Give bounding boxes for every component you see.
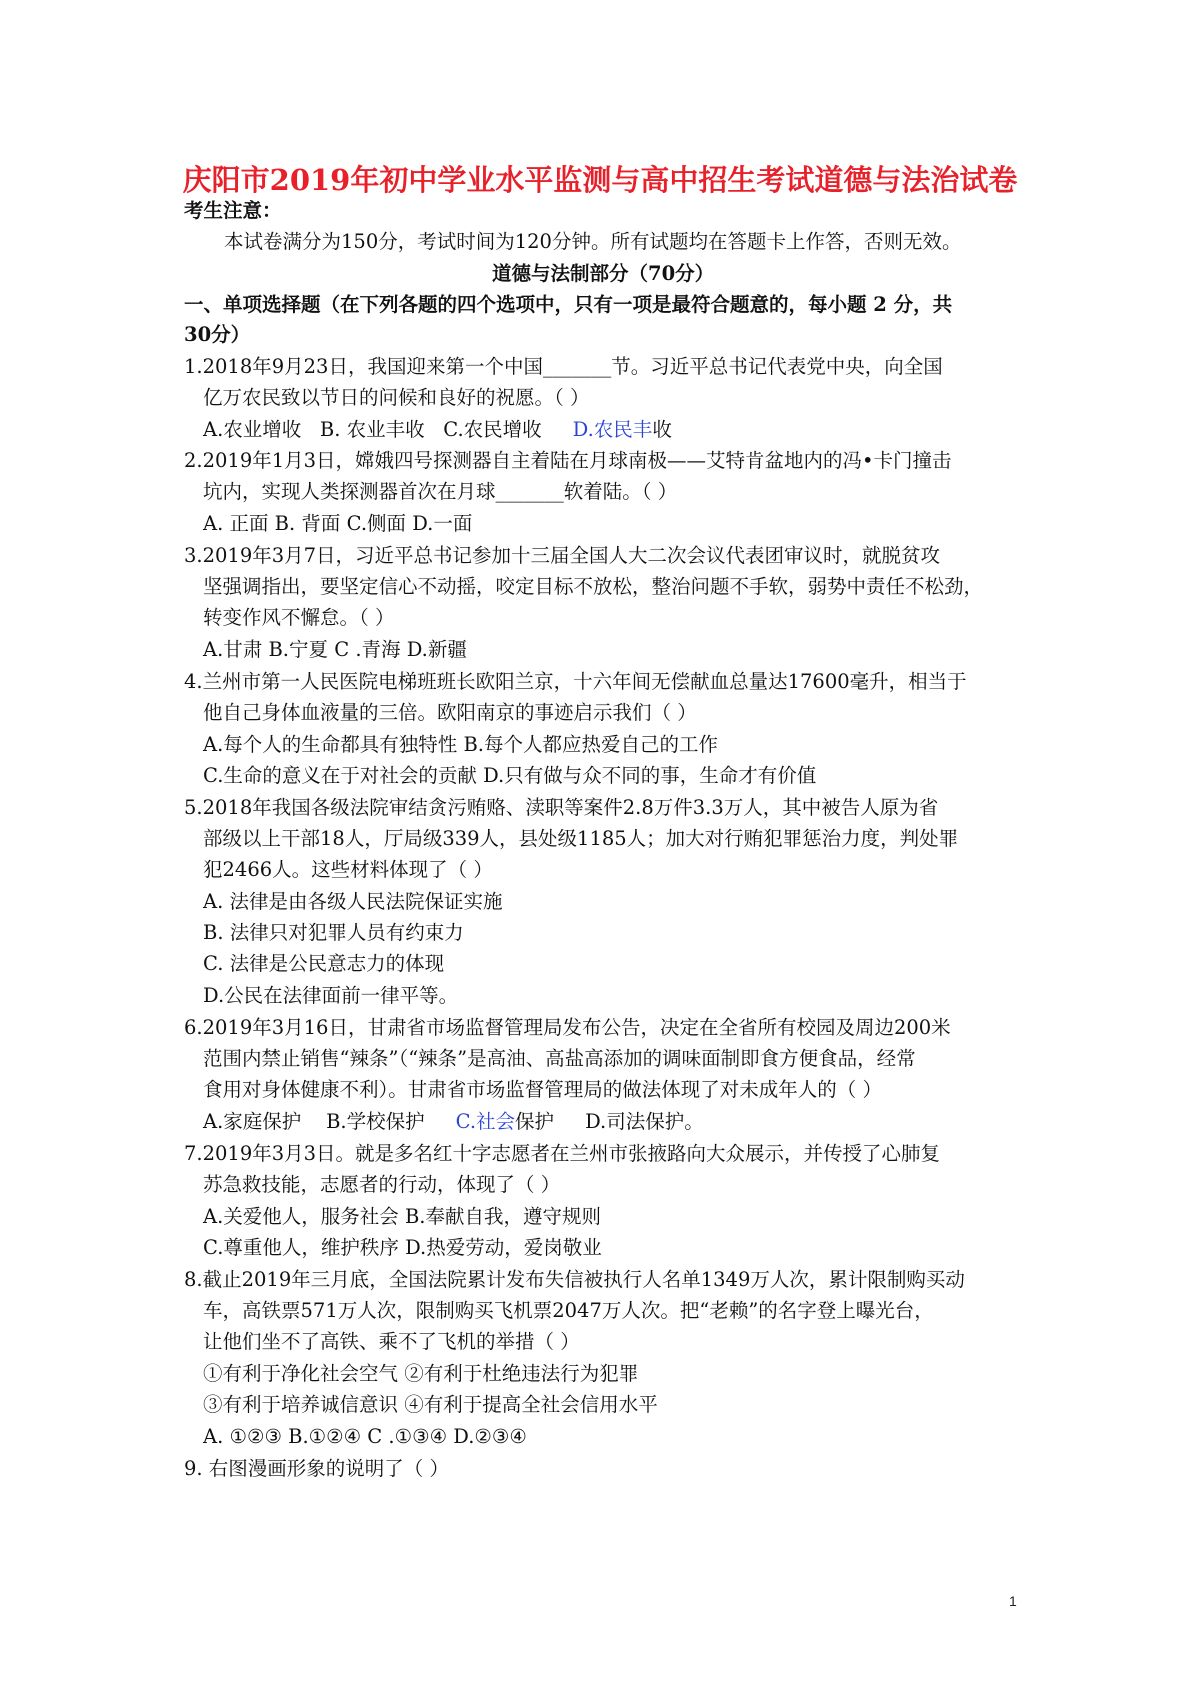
question-8-statements-row-1: ①有利于净化社会空气 ②有利于杜绝违法行为犯罪	[203, 1362, 639, 1385]
question-6-line-1: 6.2019年3月16日，甘肃省市场监督管理局发布公告，决定在全省所有校园及周边200米	[184, 1016, 951, 1039]
question-5-line-3: 犯2466人。这些材料体现了（ ）	[203, 858, 493, 881]
question-9-line-1: 9. 右图漫画形象的说明了（ ）	[184, 1457, 450, 1480]
question-6-option-a: A.家庭保护	[203, 1110, 302, 1133]
question-5-option-c: C. 法律是公民意志力的体现	[203, 952, 445, 975]
question-2-line-1: 2.2019年1月3日，嫦娥四号探测器自主着陆在月球南极——艾特肯盆地内的冯•卡门撞击	[184, 449, 952, 472]
question-1-line-2: 亿万农民致以节日的问候和良好的祝愿。（ ）	[203, 386, 590, 409]
question-8-statements-row-2: ③有利于培养诚信意识 ④有利于提高全社会信用水平	[203, 1393, 658, 1416]
question-1-option-d-suffix: 收	[652, 418, 672, 441]
question-1-option-d-highlight: D.农民丰	[572, 418, 653, 441]
question-7-line-2: 苏急救技能，志愿者的行动，体现了（ ）	[203, 1173, 561, 1196]
question-4-line-1: 4.兰州市第一人民医院电梯班班长欧阳兰京，十六年间无偿献血总量达17600毫升，相当于	[184, 670, 967, 693]
section-heading-line2: 30分）	[184, 323, 251, 346]
question-5-line-1: 5.2018年我国各级法院审结贪污贿赂、渎职等案件2.8万件3.3万人，其中被告人原为省	[184, 796, 939, 819]
question-6-option-c-highlight: C.社会	[455, 1110, 516, 1133]
question-2-options: A. 正面 B. 背面 C.侧面 D.一面	[203, 512, 473, 535]
question-6-option-b: B.学校保护	[326, 1110, 425, 1133]
question-5-option-d: D.公民在法律面前一律平等。	[203, 984, 459, 1007]
question-6-options	[203, 1109, 704, 1135]
question-3-line-3: 转变作风不懈怠。（ ）	[203, 606, 395, 629]
exam-title: 庆阳市2019年初中学业水平监测与高中招生考试道德与法治试卷	[182, 163, 1018, 197]
question-5-line-2: 部级以上干部18人，厅局级339人，县处级1185人；加大对行贿犯罪惩治力度，判处罪	[203, 827, 959, 850]
part-title: 道德与法制部分（70分）	[492, 262, 715, 285]
page-number: 1	[1009, 1593, 1017, 1609]
notice-heading: 考生注意：	[184, 199, 282, 222]
section-heading-line1: 一、单项选择题（在下列各题的四个选项中，只有一项是最符合题意的，每小题 2 分，共	[184, 293, 953, 316]
question-6-option-d: D.司法保护。	[585, 1110, 704, 1133]
question-8-line-2: 车，高铁票571万人次，限制购买飞机票2047万人次。把“老赖”的名字登上曝光台，	[203, 1299, 934, 1322]
question-3-line-1: 3.2019年3月7日，习近平总书记参加十三届全国人大二次会议代表团审议时，就脱贫攻	[184, 544, 941, 567]
question-3-options: A.甘肃 B.宁夏 C .青海 D.新疆	[203, 638, 467, 661]
notice-body: 本试卷满分为150分，考试时间为120分钟。所有试题均在答题卡上作答，否则无效。	[224, 230, 962, 253]
question-8-options: A. ①②③ B.①②④ C .①③④ D.②③④	[203, 1425, 527, 1448]
question-4-options-row-2: C.生命的意义在于对社会的贡献 D.只有做与众不同的事，生命才有价值	[203, 764, 817, 787]
question-4-options-row-1: A.每个人的生命都具有独特性 B.每个人都应热爱自己的工作	[203, 733, 719, 756]
question-5-option-b: B. 法律只对犯罪人员有约束力	[203, 921, 464, 944]
question-8-line-1: 8.截止2019年三月底，全国法院累计发布失信被执行人名单1349万人次，累计限制购买动	[184, 1268, 965, 1291]
question-3-line-2: 坚强调指出，要坚定信心不动摇，咬定目标不放松，整治问题不手软，弱势中责任不松劲，	[203, 575, 984, 598]
question-6-option-c-suffix: 保护	[515, 1110, 555, 1133]
question-1-line-1: 1.2018年9月23日，我国迎来第一个中国_______节。习近平总书记代表党中央，向全国	[184, 355, 943, 378]
question-7-options-row-1: A.关爱他人，服务社会 B.奉献自我，遵守规则	[203, 1205, 602, 1228]
question-7-options-row-2: C.尊重他人，维护秩序 D.热爱劳动，爱岗敬业	[203, 1236, 602, 1259]
question-5-option-a: A. 法律是由各级人民法院保证实施	[203, 890, 503, 913]
question-8-line-3: 让他们坐不了高铁、乘不了飞机的举措（ ）	[203, 1330, 580, 1353]
question-7-line-1: 7.2019年3月3日。就是多名红十字志愿者在兰州市张掖路向大众展示，并传授了心肺复	[184, 1142, 941, 1165]
question-1-options	[203, 417, 672, 443]
question-1-option-b: B. 农业丰收	[319, 418, 425, 441]
question-1-option-a: A.农业增收	[203, 418, 302, 441]
question-4-line-2: 他自己身体血液量的三倍。欧阳南京的事迹启示我们（ ）	[203, 701, 697, 724]
question-6-line-2: 范围内禁止销售“辣条”（“辣条”是高油、高盐高添加的调味面制即食方便食品，经常	[203, 1047, 916, 1070]
question-1-option-c: C.农民增收	[443, 418, 542, 441]
question-2-line-2: 坑内，实现人类探测器首次在月球_______软着陆。（ ）	[203, 480, 678, 503]
question-6-line-3: 食用对身体健康不利）。甘肃省市场监督管理局的做法体现了对未成年人的（ ）	[203, 1078, 882, 1101]
